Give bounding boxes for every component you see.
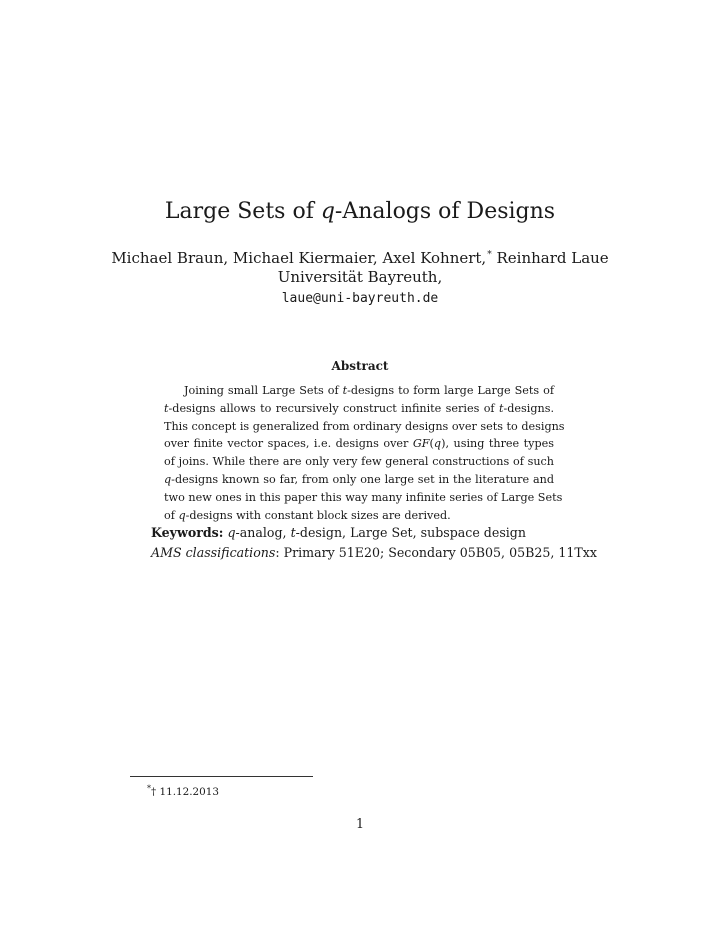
page-number: 1 — [355, 816, 364, 831]
author-list — [0, 245, 720, 268]
ams-label: AMS classifications — [151, 545, 276, 560]
abstract-line: over finite vector spaces, i.e. designs over GF(q), using three types — [164, 437, 554, 451]
title-prefix: Large Sets of — [164, 199, 321, 224]
authors-last: Reinhard Laue — [491, 249, 609, 267]
footnote-mark: * — [147, 784, 151, 793]
title-suffix: -Analogs of Designs — [334, 199, 556, 224]
abstract-body — [164, 382, 565, 524]
footnote-text: † 11.12.2013 — [151, 786, 219, 798]
abstract-line: Joining small Large Sets of t-designs to form large Large Sets of — [184, 384, 554, 397]
authors-text: Michael Braun, Michael Kiermaier, Axel Kohnert, — [111, 249, 487, 267]
ams-classifications — [151, 543, 597, 563]
keywords: Keywords: q-analog, t-design, Large Set, subspace design — [151, 525, 526, 540]
footnote-rule — [130, 776, 313, 777]
abstract-heading: Abstract — [331, 359, 389, 373]
paper-title — [0, 198, 720, 226]
affiliation: Universität Bayreuth, — [277, 268, 443, 286]
abstract-line: q-designs known so far, from only one large set in the literature and — [164, 472, 554, 486]
ams-text: : Primary 51E20; Secondary 05B05, 05B25, 11Txx — [275, 545, 598, 560]
abstract-line: t-designs allows to recursively construct infinite series of t-designs. — [164, 401, 554, 415]
title-variable: q — [320, 199, 335, 224]
footnote — [147, 782, 219, 799]
author-email: laue@uni-bayreuth.de — [281, 291, 439, 306]
footnote-marker: * — [487, 250, 492, 260]
abstract-line: of joins. While there are only very few general constructions of such — [164, 455, 554, 469]
keywords-label: Keywords: — [151, 525, 224, 540]
abstract-line: This concept is generalized from ordinary designs over sets to designs — [164, 419, 565, 433]
abstract-line: two new ones in this paper this way many infinite series of Large Sets — [164, 490, 563, 504]
abstract-line: of q-designs with constant block sizes are derived. — [164, 508, 451, 522]
